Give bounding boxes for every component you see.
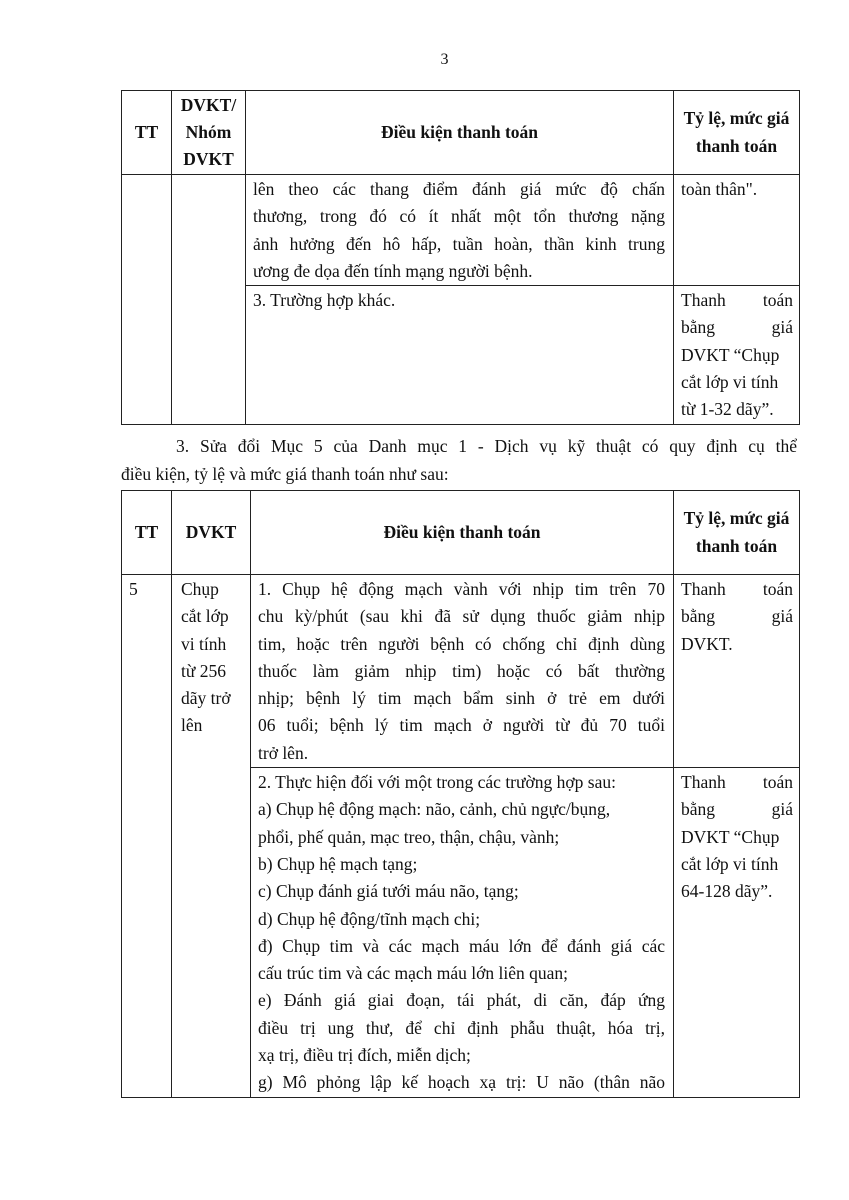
cell-dvkt-empty [172, 175, 246, 425]
condition-line: lên theo các thang điểm đánh giá mức độ chấn [253, 179, 665, 199]
condition-line: chu kỳ/phút (sau khi đã sử dụng thuốc giảm nhịp [258, 606, 665, 627]
condition-line: cấu trúc tim và các mạch máu lớn liên quan; [258, 963, 569, 984]
table-row [122, 175, 800, 286]
rate-line: cắt lớp vi tính [681, 372, 779, 393]
header-tt: TT [122, 491, 172, 575]
condition-line: d) Chụp hệ động/tĩnh mạch chi; [258, 908, 481, 929]
rate-line: bằng giá [681, 317, 793, 338]
condition-line: nhịp; bệnh lý tim mạch bẩm sinh ở trẻ em dưới [258, 688, 665, 709]
conditions-table-continued [121, 90, 800, 425]
condition-line: a) Chụp hệ động mạch: não, cảnh, chủ ngực/bụng, [258, 799, 611, 820]
table-header-row [122, 91, 800, 175]
rate-line: Thanh toán [681, 290, 793, 311]
condition-line: g) Mô phỏng lập kế hoạch xạ trị: U não (thân não [258, 1072, 665, 1093]
dvkt-line: dãy trở [181, 688, 231, 709]
rate-cell [674, 286, 800, 424]
amendment-paragraph [121, 432, 797, 488]
dvkt-line: vi tính [181, 633, 227, 654]
condition-line: ương đe dọa đến tính mạng người bệnh. [253, 260, 533, 281]
condition-line: 06 tuổi; bệnh lý tim mạch ở người từ đủ 70 tuổi [258, 715, 665, 736]
rate-cell: toàn thân". [674, 175, 800, 286]
dvkt-line: từ 256 [181, 660, 226, 681]
condition-line: thương, trong đó có ít nhất một tổn thương nặng [253, 206, 665, 227]
header-dvkt-nhom: DVKT/ Nhóm DVKT [172, 91, 246, 175]
header-dieu-kien: Điều kiện thanh toán [251, 491, 674, 575]
condition-line: ảnh hưởng đến hô hấp, tuần hoàn, thần kinh trung [253, 233, 665, 254]
condition-line: 2. Thực hiện đối với một trong các trường hợp sau: [258, 772, 616, 793]
rate-line: Thanh toán [681, 579, 793, 599]
condition-line: xạ trị, điều trị đích, miễn dịch; [258, 1045, 471, 1066]
paragraph-line: 3. Sửa đổi Mục 5 của Danh mục 1 - Dịch vụ kỹ thuật có quy định cụ thể [176, 436, 797, 456]
condition-line: b) Chụp hệ mạch tạng; [258, 853, 418, 874]
header-tt: TT [122, 91, 172, 175]
rate-line: bằng giá [681, 606, 793, 627]
condition-line: 1. Chụp hệ động mạch vành với nhịp tim trên 70 [258, 579, 665, 599]
cell-tt: 5 [122, 575, 172, 1098]
header-ty-le: Tỷ lệ, mức giá thanh toán [674, 491, 800, 575]
paragraph-line: điều kiện, tỷ lệ và mức giá thanh toán như sau: [121, 464, 449, 484]
rate-line: DVKT “Chụp [681, 826, 780, 847]
header-dieu-kien: Điều kiện thanh toán [246, 91, 674, 175]
cell-dvkt-name [172, 575, 251, 1098]
header-dvkt: DVKT [172, 491, 251, 575]
condition-line: điều trị ung thư, để chỉ định phẫu thuật, hóa trị, [258, 1017, 665, 1038]
dvkt-line: Chụp [181, 579, 219, 599]
condition-line: trở lên. [258, 742, 309, 763]
rate-cell [674, 768, 800, 1098]
rate-line: 64-128 dãy”. [681, 881, 773, 902]
dvkt-line: cắt lớp [181, 606, 229, 627]
rate-line: cắt lớp vi tính [681, 853, 779, 874]
conditions-table-section-5 [121, 490, 800, 1098]
condition-line: c) Chụp đánh giá tưới máu não, tạng; [258, 881, 519, 902]
cell-tt-empty [122, 175, 172, 425]
rate-line: DVKT. [681, 633, 733, 654]
condition-cell: 3. Trường hợp khác. [246, 286, 674, 424]
table-header-row [122, 491, 800, 575]
header-ty-le: Tỷ lệ, mức giá thanh toán [674, 91, 800, 175]
condition-cell [246, 175, 674, 286]
rate-cell [674, 575, 800, 768]
condition-line: phổi, phế quản, mạc treo, thận, chậu, vành; [258, 826, 560, 847]
rate-line: DVKT “Chụp [681, 344, 780, 365]
rate-line: Thanh toán [681, 772, 793, 793]
condition-line: đ) Chụp tim và các mạch máu lớn để đánh giá các [258, 935, 665, 956]
table-row [122, 575, 800, 768]
rate-line: từ 1-32 dãy”. [681, 399, 774, 420]
condition-cell [251, 575, 674, 768]
condition-line: thuốc làm giảm nhịp tim) hoặc có bất thường [258, 660, 665, 681]
condition-cell [251, 768, 674, 1098]
dvkt-line: lên [181, 715, 203, 736]
page-number: 3 [440, 51, 449, 68]
rate-line: bằng giá [681, 799, 793, 820]
condition-line: tim, hoặc trên người bệnh có chống chỉ định dùng [258, 633, 665, 654]
condition-line: e) Đánh giá giai đoạn, tái phát, di căn, đáp ứng [258, 990, 665, 1011]
